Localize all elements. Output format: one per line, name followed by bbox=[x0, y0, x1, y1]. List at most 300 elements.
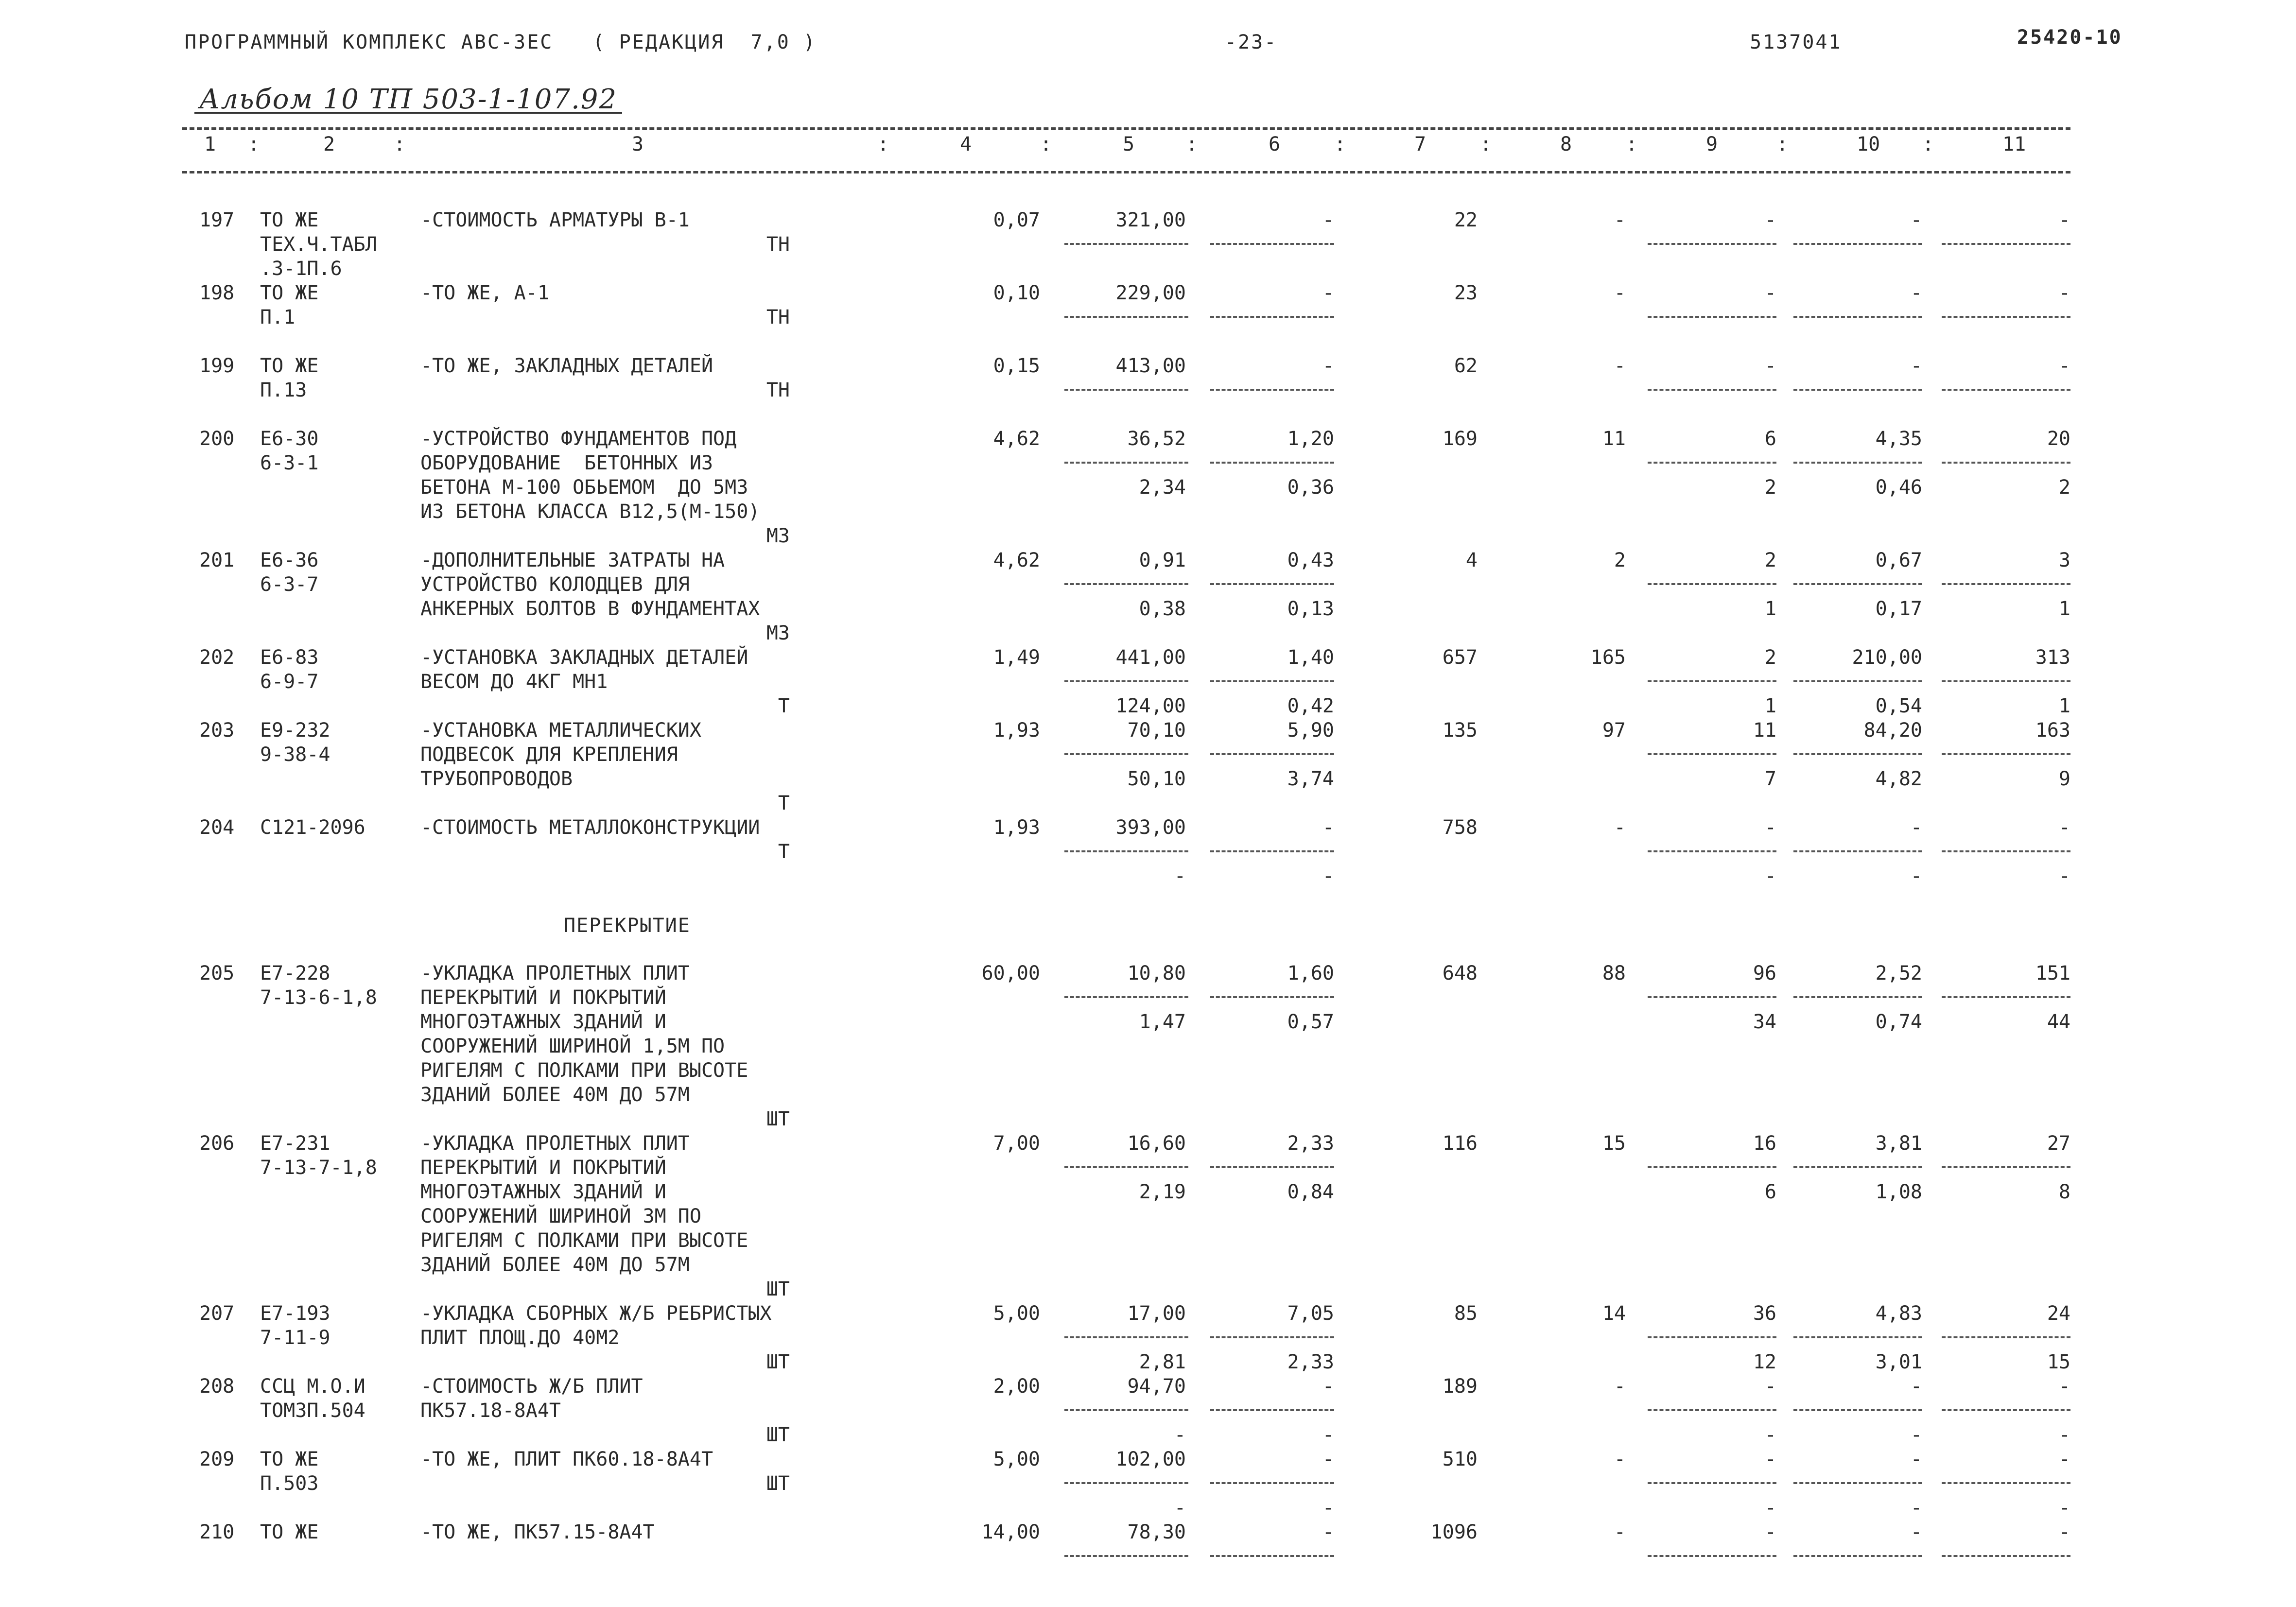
cell-c5: 17,00 bbox=[1127, 1302, 1186, 1325]
cell-c8: 15 bbox=[1602, 1132, 1626, 1155]
cell-separator bbox=[1942, 462, 2070, 464]
resource-code: ССЦ М.О.И bbox=[260, 1375, 365, 1398]
cell-separator bbox=[1064, 1482, 1188, 1484]
work-description: -УСТАНОВКА ЗАКЛАДНЫХ ДЕТАЛЕЙ bbox=[420, 646, 748, 669]
cell-c9b: - bbox=[1764, 1424, 1776, 1446]
row-number: 198 bbox=[199, 282, 235, 304]
cell-c5: 441,00 bbox=[1115, 646, 1186, 669]
cell-separator bbox=[1064, 1409, 1188, 1411]
cell-separator bbox=[1648, 680, 1776, 682]
resource-code: 7-11-9 bbox=[260, 1327, 330, 1349]
resource-code: Е6-36 bbox=[260, 549, 319, 571]
row-number: 204 bbox=[199, 816, 235, 839]
resource-code: .3-1П.6 bbox=[260, 258, 342, 280]
cell-c5: 70,10 bbox=[1127, 719, 1186, 742]
cell-c9: 36 bbox=[1753, 1302, 1776, 1325]
cell-c9: - bbox=[1764, 282, 1776, 304]
cell-separator bbox=[1064, 316, 1188, 318]
cell-c10b: 4,82 bbox=[1875, 768, 1922, 790]
cell-c5: 36,52 bbox=[1127, 428, 1186, 450]
cell-c4: 60,00 bbox=[981, 962, 1040, 985]
work-description: АНКЕРНЫХ БОЛТОВ В ФУНДАМЕНТАХ bbox=[420, 598, 760, 620]
cell-separator bbox=[1210, 1336, 1334, 1338]
cell-c11b: 44 bbox=[2047, 1011, 2070, 1033]
cell-separator bbox=[1648, 1482, 1776, 1484]
work-description: МНОГОЭТАЖНЫХ ЗДАНИЙ И bbox=[420, 1181, 666, 1203]
cell-c4: 5,00 bbox=[993, 1448, 1040, 1470]
resource-code: ТО ЖЕ bbox=[260, 1448, 319, 1470]
cell-c10b: - bbox=[1910, 1424, 1922, 1446]
cell-separator bbox=[1942, 753, 2070, 755]
cell-c4: 0,15 bbox=[993, 355, 1040, 377]
work-description: СООРУЖЕНИЙ ШИРИНОЙ 3М ПО bbox=[420, 1205, 701, 1227]
cell-c8: 165 bbox=[1590, 646, 1626, 669]
cell-separator bbox=[1648, 850, 1776, 852]
column-number: 6 bbox=[1269, 133, 1281, 156]
cell-c7: 648 bbox=[1442, 962, 1478, 985]
resource-code: Е6-30 bbox=[260, 428, 319, 450]
cell-c6: 1,20 bbox=[1287, 428, 1334, 450]
resource-code: 6-3-7 bbox=[260, 573, 319, 596]
cell-separator bbox=[1064, 1336, 1188, 1338]
cell-c5b: 0,38 bbox=[1139, 598, 1186, 620]
cell-c7: 657 bbox=[1442, 646, 1478, 669]
resource-code: П.1 bbox=[260, 306, 296, 328]
unit-of-measure: М3 bbox=[766, 525, 790, 547]
column-number: 5 bbox=[1123, 133, 1135, 156]
cell-separator bbox=[1942, 583, 2070, 585]
cell-c10: - bbox=[1910, 1375, 1922, 1398]
row-number: 205 bbox=[199, 962, 235, 985]
cell-c5: 321,00 bbox=[1115, 209, 1186, 231]
cell-c4: 4,62 bbox=[993, 549, 1040, 571]
cell-c5b: - bbox=[1174, 1424, 1186, 1446]
cell-c7: 169 bbox=[1442, 428, 1478, 450]
resource-code: П.503 bbox=[260, 1472, 319, 1495]
work-description: РИГЕЛЯМ С ПОЛКАМИ ПРИ ВЫСОТЕ bbox=[420, 1059, 748, 1082]
cell-separator bbox=[1648, 316, 1776, 318]
cell-c11: 24 bbox=[2047, 1302, 2070, 1325]
row-number: 202 bbox=[199, 646, 235, 669]
cell-c10: 3,81 bbox=[1875, 1132, 1922, 1155]
cell-separator bbox=[1648, 1166, 1776, 1168]
row-number: 203 bbox=[199, 719, 235, 742]
cell-separator bbox=[1648, 389, 1776, 391]
column-number: 9 bbox=[1706, 133, 1718, 156]
cell-separator bbox=[1064, 243, 1188, 245]
cell-separator bbox=[1942, 1166, 2070, 1168]
cell-c10b: 0,54 bbox=[1875, 695, 1922, 717]
cell-separator bbox=[1793, 1336, 1922, 1338]
row-number: 209 bbox=[199, 1448, 235, 1470]
cell-separator bbox=[1793, 1555, 1922, 1557]
cell-c10: 2,52 bbox=[1875, 962, 1922, 985]
cell-c6: - bbox=[1322, 1521, 1334, 1543]
cell-c9: 16 bbox=[1753, 1132, 1776, 1155]
program-title: ПРОГРАММНЫЙ КОМПЛЕКС АВС-3ЕС ( РЕДАКЦИЯ 7,0 ) bbox=[185, 31, 817, 53]
cell-c5b: - bbox=[1174, 865, 1186, 887]
cell-c10: - bbox=[1910, 816, 1922, 839]
cell-separator bbox=[1648, 243, 1776, 245]
unit-of-measure: М3 bbox=[766, 622, 790, 644]
cell-separator bbox=[1942, 1555, 2070, 1557]
cell-c4: 2,00 bbox=[993, 1375, 1040, 1398]
cell-separator bbox=[1793, 316, 1922, 318]
cell-separator bbox=[1210, 462, 1334, 464]
cell-c6b: 0,42 bbox=[1287, 695, 1334, 717]
cell-c8: - bbox=[1614, 1521, 1626, 1543]
cell-separator bbox=[1942, 1336, 2070, 1338]
cell-separator bbox=[1648, 753, 1776, 755]
cell-c6b: 0,84 bbox=[1287, 1181, 1334, 1203]
row-number: 206 bbox=[199, 1132, 235, 1155]
cell-separator bbox=[1064, 389, 1188, 391]
cell-c6b: 0,57 bbox=[1287, 1011, 1334, 1033]
cell-c6: - bbox=[1322, 1448, 1334, 1470]
unit-of-measure: ТН bbox=[766, 379, 790, 401]
resource-code: 6-9-7 bbox=[260, 671, 319, 693]
cell-c5b: 2,34 bbox=[1139, 476, 1186, 499]
row-number: 207 bbox=[199, 1302, 235, 1325]
resource-code: 7-13-7-1,8 bbox=[260, 1157, 377, 1179]
work-description: ТРУБОПРОВОДОВ bbox=[420, 768, 573, 790]
cell-c11b: 9 bbox=[2058, 768, 2070, 790]
cell-c7: 510 bbox=[1442, 1448, 1478, 1470]
cell-c9b: 7 bbox=[1764, 768, 1776, 790]
column-separator: : bbox=[1626, 133, 1638, 156]
cell-c4: 14,00 bbox=[981, 1521, 1040, 1543]
cell-separator bbox=[1942, 1409, 2070, 1411]
cell-c4: 7,00 bbox=[993, 1132, 1040, 1155]
work-description: ОБОРУДОВАНИЕ БЕТОННЫХ ИЗ bbox=[420, 452, 713, 474]
column-number: 1 bbox=[204, 133, 216, 156]
column-separator: : bbox=[1334, 133, 1346, 156]
unit-of-measure: ШТ bbox=[766, 1351, 790, 1373]
top-rule bbox=[182, 127, 2070, 130]
cell-c9: - bbox=[1764, 1375, 1776, 1398]
unit-of-measure: Т bbox=[778, 841, 790, 863]
cell-separator bbox=[1064, 1166, 1188, 1168]
cell-c11: - bbox=[2058, 355, 2070, 377]
column-separator: : bbox=[394, 133, 406, 156]
cell-c6: - bbox=[1322, 282, 1334, 304]
resource-code: Е6-83 bbox=[260, 646, 319, 669]
cell-separator bbox=[1793, 243, 1922, 245]
cell-c11b: - bbox=[2058, 865, 2070, 887]
work-description: -ДОПОЛНИТЕЛЬНЫЕ ЗАТРАТЫ НА bbox=[420, 549, 725, 571]
column-number: 4 bbox=[960, 133, 972, 156]
cell-separator bbox=[1064, 583, 1188, 585]
cell-c6: 1,60 bbox=[1287, 962, 1334, 985]
cell-c10: - bbox=[1910, 1521, 1922, 1543]
cell-separator bbox=[1648, 1409, 1776, 1411]
cell-separator bbox=[1210, 753, 1334, 755]
cell-separator bbox=[1793, 583, 1922, 585]
cell-c7: 189 bbox=[1442, 1375, 1478, 1398]
cell-c9: - bbox=[1764, 355, 1776, 377]
cell-c7: 4 bbox=[1465, 549, 1478, 571]
cell-c4: 1,93 bbox=[993, 719, 1040, 742]
cell-c7: 23 bbox=[1454, 282, 1478, 304]
cell-c6: - bbox=[1322, 816, 1334, 839]
cell-separator bbox=[1648, 1555, 1776, 1557]
resource-code: ТО ЖЕ bbox=[260, 1521, 319, 1543]
cell-separator bbox=[1942, 996, 2070, 998]
cell-c9: - bbox=[1764, 209, 1776, 231]
cell-separator bbox=[1793, 1482, 1922, 1484]
resource-code: Е7-228 bbox=[260, 962, 330, 985]
work-description: -УКЛАДКА ПРОЛЕТНЫХ ПЛИТ bbox=[420, 962, 690, 985]
cell-c11b: 1 bbox=[2058, 598, 2070, 620]
cell-separator bbox=[1064, 462, 1188, 464]
cell-c11: - bbox=[2058, 209, 2070, 231]
cell-c7: 135 bbox=[1442, 719, 1478, 742]
cell-c4: 4,62 bbox=[993, 428, 1040, 450]
resource-code: ТО ЖЕ bbox=[260, 282, 319, 304]
work-description: -СТОИМОСТЬ МЕТАЛЛОКОНСТРУКЦИИ bbox=[420, 816, 760, 839]
unit-of-measure: ТН bbox=[766, 306, 790, 328]
cell-c10: - bbox=[1910, 1448, 1922, 1470]
cell-c11: 163 bbox=[2035, 719, 2070, 742]
work-description: ПОДВЕСОК ДЛЯ КРЕПЛЕНИЯ bbox=[420, 743, 678, 766]
cell-c10: 84,20 bbox=[1863, 719, 1922, 742]
cell-c10: - bbox=[1910, 209, 1922, 231]
work-description: -ТО ЖЕ, ПЛИТ ПК60.18-8А4Т bbox=[420, 1448, 713, 1470]
cell-separator bbox=[1210, 389, 1334, 391]
cell-c11b: 1 bbox=[2058, 695, 2070, 717]
cell-c6: 2,33 bbox=[1287, 1132, 1334, 1155]
column-separator: : bbox=[1776, 133, 1789, 156]
cell-c6b: - bbox=[1322, 1424, 1334, 1446]
cell-c8: 11 bbox=[1602, 428, 1626, 450]
unit-of-measure: ТН bbox=[766, 233, 790, 256]
cell-c8: - bbox=[1614, 282, 1626, 304]
cell-separator bbox=[1793, 680, 1922, 682]
cell-separator bbox=[1793, 996, 1922, 998]
cell-c10: 4,35 bbox=[1875, 428, 1922, 450]
cell-c5b: 50,10 bbox=[1127, 768, 1186, 790]
cell-c5b: - bbox=[1174, 1497, 1186, 1519]
work-description: ПЕРЕКРЫТИЙ И ПОКРЫТИЙ bbox=[420, 1157, 666, 1179]
column-separator: : bbox=[248, 133, 260, 156]
cell-c11: 313 bbox=[2035, 646, 2070, 669]
work-description: БЕТОНА М-100 ОБЬЕМОМ ДО 5М3 bbox=[420, 476, 748, 499]
cell-separator bbox=[1064, 680, 1188, 682]
cell-c11: 3 bbox=[2058, 549, 2070, 571]
cell-c11: - bbox=[2058, 1448, 2070, 1470]
column-number: 11 bbox=[2002, 133, 2026, 156]
cell-c8: 88 bbox=[1602, 962, 1626, 985]
cell-separator bbox=[1210, 243, 1334, 245]
cell-c4: 0,10 bbox=[993, 282, 1040, 304]
column-separator: : bbox=[1922, 133, 1934, 156]
cell-c10b: 0,46 bbox=[1875, 476, 1922, 499]
cell-c6: 7,05 bbox=[1287, 1302, 1334, 1325]
page-number: -23- bbox=[1225, 31, 1278, 53]
cell-separator bbox=[1942, 850, 2070, 852]
resource-code: ТО ЖЕ bbox=[260, 355, 319, 377]
cell-separator bbox=[1793, 1166, 1922, 1168]
cell-c9b: 34 bbox=[1753, 1011, 1776, 1033]
resource-code: ТОМ3П.504 bbox=[260, 1400, 365, 1422]
cell-separator bbox=[1064, 850, 1188, 852]
cell-c5: 94,70 bbox=[1127, 1375, 1186, 1398]
row-number: 199 bbox=[199, 355, 235, 377]
cell-c6: - bbox=[1322, 1375, 1334, 1398]
cell-separator bbox=[1210, 583, 1334, 585]
unit-of-measure: Т bbox=[778, 695, 790, 717]
cell-c6b: 0,36 bbox=[1287, 476, 1334, 499]
cell-separator bbox=[1793, 850, 1922, 852]
cell-c4: 1,49 bbox=[993, 646, 1040, 669]
work-description: ПК57.18-8А4Т bbox=[420, 1400, 561, 1422]
work-description: ЗДАНИЙ БОЛЕЕ 40М ДО 57М bbox=[420, 1084, 690, 1106]
row-number: 197 bbox=[199, 209, 235, 231]
cell-c7: 116 bbox=[1442, 1132, 1478, 1155]
column-separator: : bbox=[1186, 133, 1198, 156]
cell-c11: - bbox=[2058, 282, 2070, 304]
cell-c10b: - bbox=[1910, 865, 1922, 887]
cell-c11: - bbox=[2058, 816, 2070, 839]
cell-c11: 20 bbox=[2047, 428, 2070, 450]
row-number: 201 bbox=[199, 549, 235, 571]
cell-separator bbox=[1210, 316, 1334, 318]
work-description: МНОГОЭТАЖНЫХ ЗДАНИЙ И bbox=[420, 1011, 666, 1033]
cell-c9b: 1 bbox=[1764, 695, 1776, 717]
cell-c10: 0,67 bbox=[1875, 549, 1922, 571]
cell-c6: - bbox=[1322, 209, 1334, 231]
work-description: ПЛИТ ПЛОЩ.ДО 40М2 bbox=[420, 1327, 620, 1349]
cell-c9: 6 bbox=[1764, 428, 1776, 450]
cell-c8: - bbox=[1614, 1375, 1626, 1398]
resource-code: Е9-232 bbox=[260, 719, 330, 742]
cell-separator bbox=[1942, 316, 2070, 318]
cell-c5: 78,30 bbox=[1127, 1521, 1186, 1543]
cell-separator bbox=[1648, 996, 1776, 998]
cell-c8: - bbox=[1614, 355, 1626, 377]
cell-separator bbox=[1210, 1166, 1334, 1168]
cell-c11: - bbox=[2058, 1521, 2070, 1543]
cell-c9b: 12 bbox=[1753, 1351, 1776, 1373]
resource-code: ТЕХ.Ч.ТАБЛ bbox=[260, 233, 377, 256]
work-description: -ТО ЖЕ, ПК57.15-8А4Т bbox=[420, 1521, 655, 1543]
cell-c11b: 8 bbox=[2058, 1181, 2070, 1203]
resource-code: Е7-231 bbox=[260, 1132, 330, 1155]
row-number: 208 bbox=[199, 1375, 235, 1398]
cell-c5b: 2,19 bbox=[1139, 1181, 1186, 1203]
cell-c9: 96 bbox=[1753, 962, 1776, 985]
work-description: -СТОИМОСТЬ Ж/Б ПЛИТ bbox=[420, 1375, 643, 1398]
cell-separator bbox=[1064, 996, 1188, 998]
cell-c5: 0,91 bbox=[1139, 549, 1186, 571]
cell-c8: - bbox=[1614, 1448, 1626, 1470]
resource-code: ТО ЖЕ bbox=[260, 209, 319, 231]
cell-separator bbox=[1793, 1409, 1922, 1411]
cell-separator bbox=[1210, 1409, 1334, 1411]
cell-c10: - bbox=[1910, 355, 1922, 377]
work-description: УСТРОЙСТВО КОЛОДЦЕВ ДЛЯ bbox=[420, 573, 690, 596]
cell-separator bbox=[1064, 753, 1188, 755]
work-description: -УКЛАДКА СБОРНЫХ Ж/Б РЕБРИСТЫХ bbox=[420, 1302, 772, 1325]
work-description: СООРУЖЕНИЙ ШИРИНОЙ 1,5М ПО bbox=[420, 1035, 725, 1057]
cell-separator bbox=[1648, 583, 1776, 585]
resource-code: 9-38-4 bbox=[260, 743, 330, 766]
cell-c5b: 1,47 bbox=[1139, 1011, 1186, 1033]
cell-c5b: 2,81 bbox=[1139, 1351, 1186, 1373]
cell-separator bbox=[1793, 462, 1922, 464]
cell-c6b: 0,13 bbox=[1287, 598, 1334, 620]
work-description: -УКЛАДКА ПРОЛЕТНЫХ ПЛИТ bbox=[420, 1132, 690, 1155]
cell-separator bbox=[1942, 243, 2070, 245]
cell-c10b: 1,08 bbox=[1875, 1181, 1922, 1203]
work-description: -ТО ЖЕ, А-1 bbox=[420, 282, 549, 304]
work-description: -УСТРОЙСТВО ФУНДАМЕНТОВ ПОД bbox=[420, 428, 737, 450]
work-description: -УСТАНОВКА МЕТАЛЛИЧЕСКИХ bbox=[420, 719, 701, 742]
cell-c5: 229,00 bbox=[1115, 282, 1186, 304]
cell-c8: 14 bbox=[1602, 1302, 1626, 1325]
cell-c7: 1096 bbox=[1430, 1521, 1478, 1543]
cell-separator bbox=[1942, 1482, 2070, 1484]
cell-c5: 413,00 bbox=[1115, 355, 1186, 377]
unit-of-measure: ШТ bbox=[766, 1472, 790, 1495]
cell-c11b: 15 bbox=[2047, 1351, 2070, 1373]
cell-c6b: - bbox=[1322, 1497, 1334, 1519]
resource-code: П.13 bbox=[260, 379, 307, 401]
cell-c4: 1,93 bbox=[993, 816, 1040, 839]
cell-c5: 393,00 bbox=[1115, 816, 1186, 839]
cell-c10b: 3,01 bbox=[1875, 1351, 1922, 1373]
cell-c10: 210,00 bbox=[1852, 646, 1922, 669]
stamp-number: 25420-10 bbox=[2017, 26, 2122, 49]
album-reference: Альбом 10 ТП 503-1-107.92 bbox=[194, 87, 622, 114]
cell-c11: - bbox=[2058, 1375, 2070, 1398]
work-description: РИГЕЛЯМ С ПОЛКАМИ ПРИ ВЫСОТЕ bbox=[420, 1229, 748, 1252]
work-description: ИЗ БЕТОНА КЛАССА В12,5(М-150) bbox=[420, 501, 760, 523]
cell-c4: 0,07 bbox=[993, 209, 1040, 231]
cell-c6: 1,40 bbox=[1287, 646, 1334, 669]
cell-c6: 5,90 bbox=[1287, 719, 1334, 742]
cell-separator bbox=[1210, 680, 1334, 682]
cell-separator bbox=[1942, 680, 2070, 682]
unit-of-measure: ШТ bbox=[766, 1278, 790, 1300]
cell-c10: 4,83 bbox=[1875, 1302, 1922, 1325]
cell-c7: 22 bbox=[1454, 209, 1478, 231]
cell-c10: - bbox=[1910, 282, 1922, 304]
column-separator: : bbox=[1040, 133, 1052, 156]
cell-separator bbox=[1210, 850, 1334, 852]
row-number: 210 bbox=[199, 1521, 235, 1543]
cell-c7: 758 bbox=[1442, 816, 1478, 839]
cell-c9b: 1 bbox=[1764, 598, 1776, 620]
document-number: 5137041 bbox=[1750, 31, 1842, 53]
cell-c5b: 124,00 bbox=[1115, 695, 1186, 717]
cell-c7: 62 bbox=[1454, 355, 1478, 377]
cell-c4: 5,00 bbox=[993, 1302, 1040, 1325]
cell-c8: - bbox=[1614, 209, 1626, 231]
column-number: 2 bbox=[323, 133, 335, 156]
work-description: -ТО ЖЕ, ЗАКЛАДНЫХ ДЕТАЛЕЙ bbox=[420, 355, 713, 377]
cell-c9: - bbox=[1764, 1448, 1776, 1470]
resource-code: С121-2096 bbox=[260, 816, 365, 839]
header-bottom-rule bbox=[182, 171, 2070, 173]
cell-c5: 10,80 bbox=[1127, 962, 1186, 985]
unit-of-measure: ШТ bbox=[766, 1424, 790, 1446]
cell-c9b: - bbox=[1764, 1497, 1776, 1519]
unit-of-measure: Т bbox=[778, 792, 790, 814]
cell-c6: 0,43 bbox=[1287, 549, 1334, 571]
column-separator: : bbox=[1480, 133, 1492, 156]
cell-separator bbox=[1942, 389, 2070, 391]
